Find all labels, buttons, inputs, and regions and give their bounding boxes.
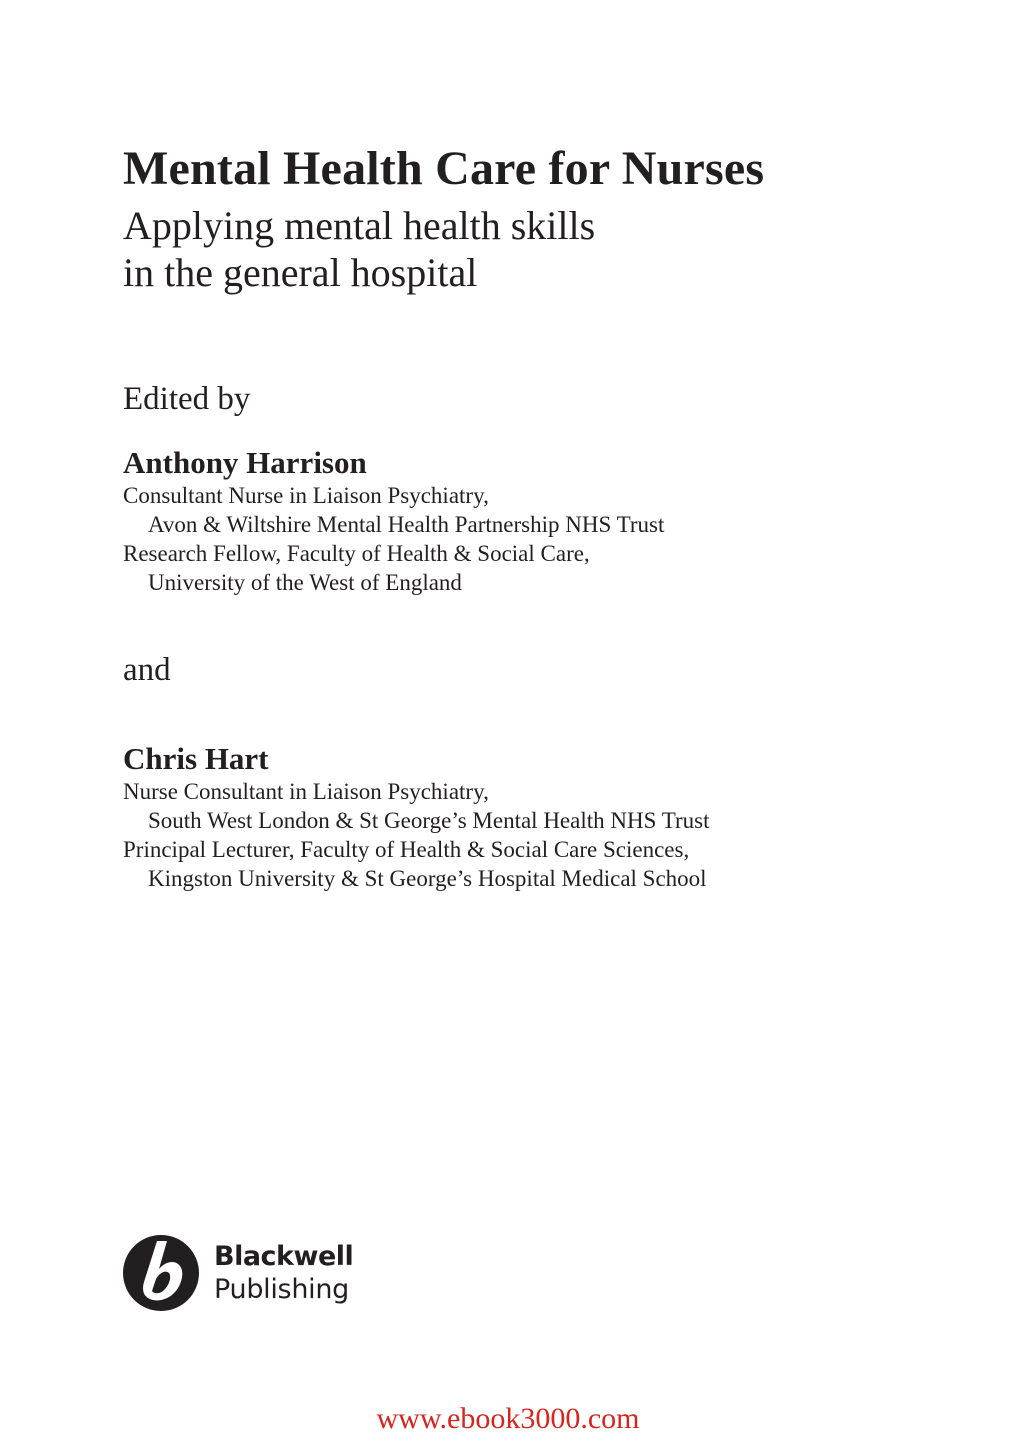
blackwell-b-logo-icon bbox=[123, 1235, 199, 1311]
book-title: Mental Health Care for Nurses bbox=[123, 142, 765, 195]
editor-affiliation: Avon & Wiltshire Mental Health Partnership NHS Trust bbox=[148, 512, 665, 537]
editor-affiliation: Consultant Nurse in Liaison Psychiatry, bbox=[123, 483, 489, 508]
publisher-name-line1: Blackwell bbox=[214, 1241, 354, 1272]
publisher-name-line2: Publishing bbox=[214, 1274, 349, 1305]
book-subtitle-line1: Applying mental health skills bbox=[123, 203, 596, 248]
editor-name-hart: Chris Hart bbox=[123, 741, 269, 776]
book-subtitle-line2: in the general hospital bbox=[123, 250, 478, 295]
editor-affiliation: Nurse Consultant in Liaison Psychiatry, bbox=[123, 779, 489, 804]
editor-affiliation: University of the West of England bbox=[148, 570, 462, 595]
and-separator: and bbox=[123, 652, 171, 688]
editor-affiliation: South West London & St George’s Mental Health NHS Trust bbox=[148, 808, 710, 833]
footer-url-link[interactable]: www.ebook3000.com bbox=[376, 1402, 640, 1435]
editor-name-harrison: Anthony Harrison bbox=[123, 445, 367, 480]
publisher-logo bbox=[123, 1235, 363, 1313]
editor-affiliation: Kingston University & St George’s Hospital Medical School bbox=[148, 866, 707, 891]
editor-affiliation: Research Fellow, Faculty of Health & Social Care, bbox=[123, 541, 590, 566]
editor-affiliation: Principal Lecturer, Faculty of Health & Social Care Sciences, bbox=[123, 837, 690, 862]
edited-by-label: Edited by bbox=[123, 381, 251, 417]
